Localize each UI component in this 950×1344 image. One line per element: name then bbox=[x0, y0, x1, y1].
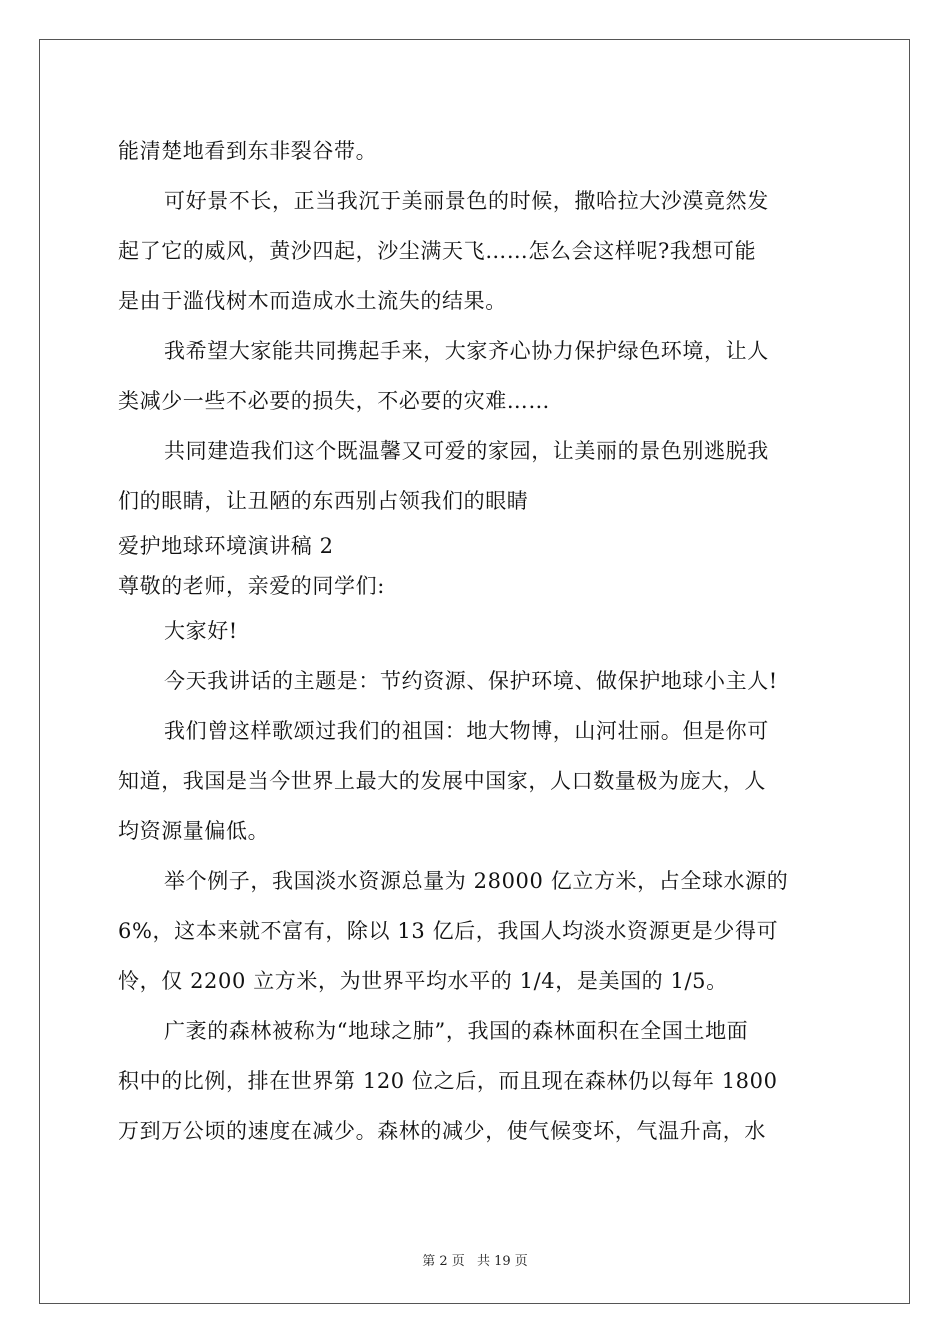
text-line: 广袤的森林被称为“地球之肺”，我国的森林面积在全国土地面 bbox=[164, 1019, 749, 1043]
section-heading: 爱护地球环境演讲稿 2 bbox=[118, 534, 334, 558]
text-line: 起了它的威风，黄沙四起，沙尘满天飞……怎么会这样呢?我想可能 bbox=[118, 239, 757, 263]
text-line: 是由于滥伐树木而造成水土流失的结果。 bbox=[118, 289, 507, 313]
text-line: 万到万公顷的速度在减少。森林的减少，使气候变坏，气温升高，水 bbox=[118, 1119, 766, 1143]
text-line: 均资源量偏低。 bbox=[118, 819, 270, 843]
text-line: 6%，这本来就不富有，除以 13 亿后，我国人均淡水资源更是少得可 bbox=[118, 919, 779, 943]
text-line: 可好景不长，正当我沉于美丽景色的时候，撒哈拉大沙漠竟然发 bbox=[164, 189, 769, 213]
page-number: 第 2 页 bbox=[422, 1254, 465, 1269]
text-line: 共同建造我们这个既温馨又可爱的家园，让美丽的景色别逃脱我 bbox=[164, 439, 769, 463]
text-line: 大家好! bbox=[164, 619, 238, 643]
text-line: 知道，我国是当今世界上最大的发展中国家，人口数量极为庞大，人 bbox=[118, 769, 766, 793]
text-line: 们的眼睛，让丑陋的东西别占领我们的眼睛 bbox=[118, 489, 529, 513]
text-line: 能清楚地看到东非裂谷带。 bbox=[118, 139, 378, 163]
text-line: 我们曾这样歌颂过我们的祖国：地大物博，山河壮丽。但是你可 bbox=[164, 719, 769, 743]
text-line: 类减少一些不必要的损失，不必要的灾难…… bbox=[118, 389, 550, 413]
text-line: 怜，仅 2200 立方米，为世界平均水平的 1/4，是美国的 1/5。 bbox=[118, 969, 728, 993]
text-line: 今天我讲话的主题是：节约资源、保护环境、做保护地球小主人! bbox=[164, 669, 778, 693]
page-footer bbox=[0, 1250, 950, 1269]
text-line: 我希望大家能共同携起手来，大家齐心协力保护绿色环境，让人 bbox=[164, 339, 769, 363]
text-line: 举个例子，我国淡水资源总量为 28000 亿立方米，占全球水源的 bbox=[164, 869, 789, 893]
page-total: 共 19 页 bbox=[476, 1254, 528, 1269]
document-body bbox=[118, 126, 832, 1156]
salutation: 尊敬的老师，亲爱的同学们: bbox=[118, 574, 385, 598]
text-line: 积中的比例，排在世界第 120 位之后，而且现在森林仍以每年 1800 bbox=[118, 1069, 778, 1093]
